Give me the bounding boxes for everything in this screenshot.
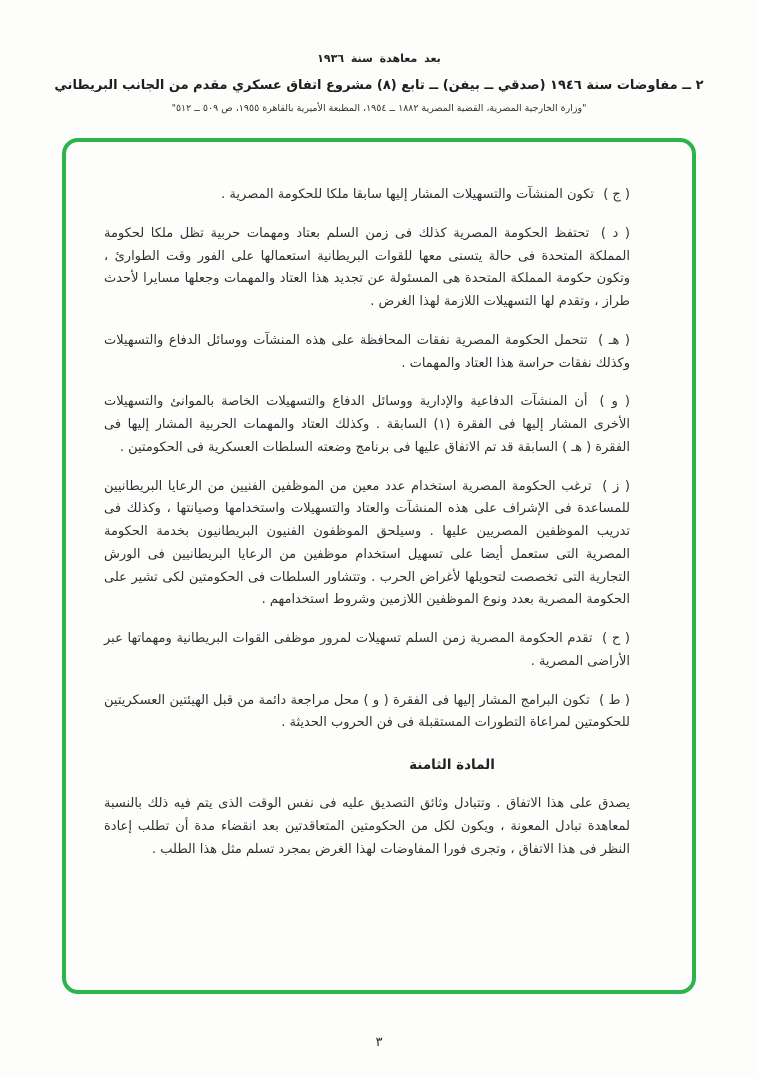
paragraph-text: تتحمل الحكومة المصرية نفقات المحافظة على هذه المنشآت ووسائل الدفاع والتسهيلات وكذلك نفقات حراسة هذا العتاد والمهمات . — [104, 332, 630, 371]
header-line-2: ٢ ــ مفاوضات سنة ١٩٤٦ (صدقي ــ بيفن) ــ تابع (٨) مشروع اتفاق عسكري مقدم من الجانب البريطاني — [54, 78, 704, 93]
content-border-box — [62, 138, 696, 994]
paragraph-text: أن المنشآت الدفاعية والإدارية ووسائل الدفاع والتسهيلات الخاصة بالموانئ والتسهيلات الأخرى المشار إليها فى الفقرة (١) السابقة . وكذلك العتاد والمهمات الحربية المشار إليها فى الفقرة ( هـ ) السابقة قد تم الاتفاق عليها فى برنامج وضعته السلطات العسكرية فى الحكومتين . — [104, 394, 630, 455]
paragraph-label: ( ج ) — [603, 187, 630, 202]
document-header — [0, 0, 758, 114]
paragraph-text: تحتفظ الحكومة المصرية كذلك فى زمن السلم بعتاد ومهمات حربية تظل ملكا لحكومة المملكة المتحدة فى حالة يتسنى معها للقوات البريطانية استعمالها على الفور وقت الطوارئ ، وتكون حكومة المملكة المتحدة هى المسئولة عن تجديد هذا العتاد والمهمات وجعلها مسايرا لأحدث طراز ، وتقدم لها التسهيلات اللازمة لهذا الغرض . — [104, 225, 630, 309]
closing-paragraph: يصدق على هذا الاتفاق . وتتبادل وثائق التصديق عليه فى نفس الوقت الذى يتم فيه ذلك بالنسبة لمعاهدة تبادل المعونة ، ويكون لكل من الحكومتين المتعاقدتين بعد انقضاء مدة أن تطلب إعادة النظر فى هذا الاتفاق ، وتجرى فورا المفاوضات لهذا الغرض بمجرد تسلم مثل هذا الطلب . — [104, 796, 630, 857]
paragraph-ha — [104, 330, 630, 376]
paragraph-waw — [104, 391, 630, 459]
paragraph-text: تكون البرامج المشار إليها فى الفقرة ( و ) محل مراجعة دائمة من قبل الهيئتين العسكريتين للحكومتين لمراعاة التطورات المستقبلة فى فن الحروب الحديثة . — [104, 692, 630, 731]
header-line-1: بعد معاهدة سنة ١٩٣٦ — [317, 52, 441, 65]
section-title: المادة الثامنة — [409, 757, 495, 773]
paragraph-zay — [104, 476, 630, 613]
paragraph-jim — [104, 184, 630, 207]
paragraph-hha — [104, 628, 630, 674]
paragraph-text: ترغب الحكومة المصرية استخدام عدد معين من الموظفين الفنيين من الرعايا البريطانيين للمساعدة فى الإشراف على هذه المنشآت والعتاد والتسهيلات واستخدامها وصيانتها ، وكذلك فى تدريب الموظفين المصريين عليها . وسيلحق الموظفون الفنيون البريطانيون بخدمة الحكومة المصرية التى ستعمل أيضا على تسهيل استخدام موظفين من الرعايا البريطانيين فى الورش التجارية التى تخصصت لتحويلها لأغراض الحرب . وتتشاور السلطات فى الحكومتين لكى تشير على الحكومة المصرية بعدد ونوع الموظفين اللازمين وشروط استخدامهم . — [104, 478, 630, 608]
paragraph-label: ( ط ) — [599, 692, 630, 708]
paragraph-label: ( د ) — [600, 225, 630, 241]
paragraph-label: ( و ) — [599, 394, 630, 410]
paragraph-label: ( ز ) — [602, 478, 630, 494]
page-number: ٣ — [375, 1035, 383, 1050]
paragraph-label: ( هـ ) — [598, 332, 630, 348]
paragraph-dal — [104, 223, 630, 314]
header-line-3: "وزارة الخارجية المصرية، القضية المصرية ١٨٨٢ ــ ١٩٥٤، المطبعة الأميرية بالقاهرة ١٩٥٥، ص ٥٠٩ ــ ٥١٢" — [171, 103, 587, 114]
paragraph-text: تقدم الحكومة المصرية زمن السلم تسهيلات لمرور موظفى القوات البريطانية ومهماتها عبر الأراضى المصرية . — [104, 631, 630, 669]
paragraph-label: ( ح ) — [602, 631, 630, 646]
paragraph-text: تكون المنشآت والتسهيلات المشار إليها سابقا ملكا للحكومة المصرية . — [221, 187, 595, 202]
paragraph-tta — [104, 690, 630, 736]
